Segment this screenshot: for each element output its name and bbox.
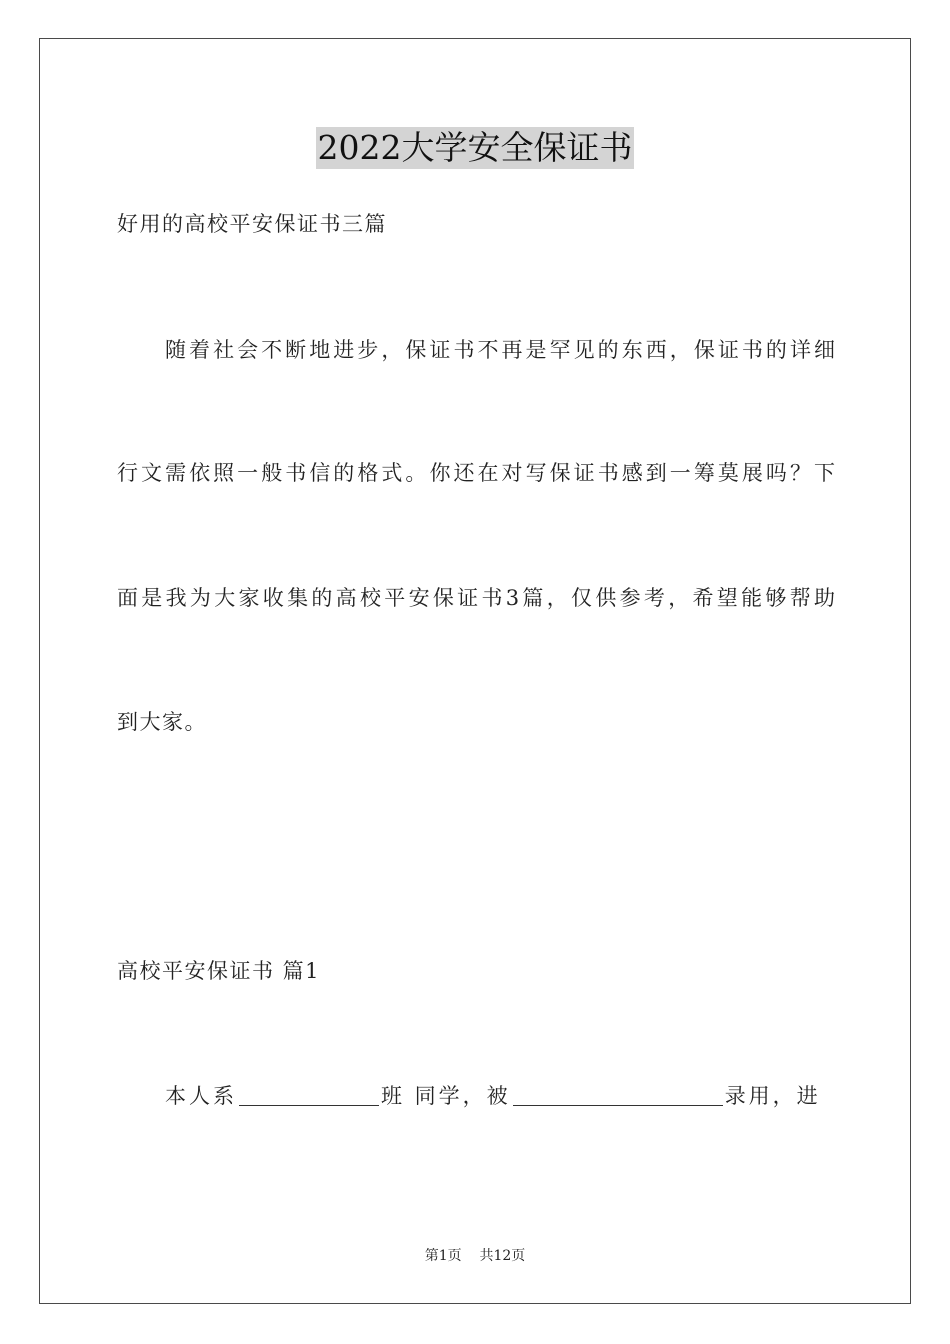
paragraph-line-4: 到大家。 [117,710,207,734]
fill-text-3: 录用，进 [724,1084,821,1108]
title-container [0,127,950,169]
fill-text-2: 班 同学，被 [381,1084,511,1108]
paragraph-line-3: 面是我为大家收集的高校平安保证书3篇，仅供参考，希望能够帮助 [117,586,835,610]
paragraph-line-1: 随着社会不断地进步，保证书不再是罕见的东西，保证书的详细 [165,338,835,362]
page-footer: 第1页 共12页 [424,1248,526,1264]
document-title: 2022大学安全保证书 [317,128,633,167]
fill-in-line [165,1082,835,1110]
class-blank [239,1083,379,1106]
paragraph-line-2: 行文需依照一般书信的格式。你还在对写保证书感到一筹莫展吗？下 [117,461,835,485]
section-heading: 高校平安保证书 篇1 [117,959,321,983]
fill-text-1: 本人系 [165,1084,237,1108]
institution-blank [513,1083,723,1106]
document-subtitle: 好用的高校平安保证书三篇 [117,212,387,236]
